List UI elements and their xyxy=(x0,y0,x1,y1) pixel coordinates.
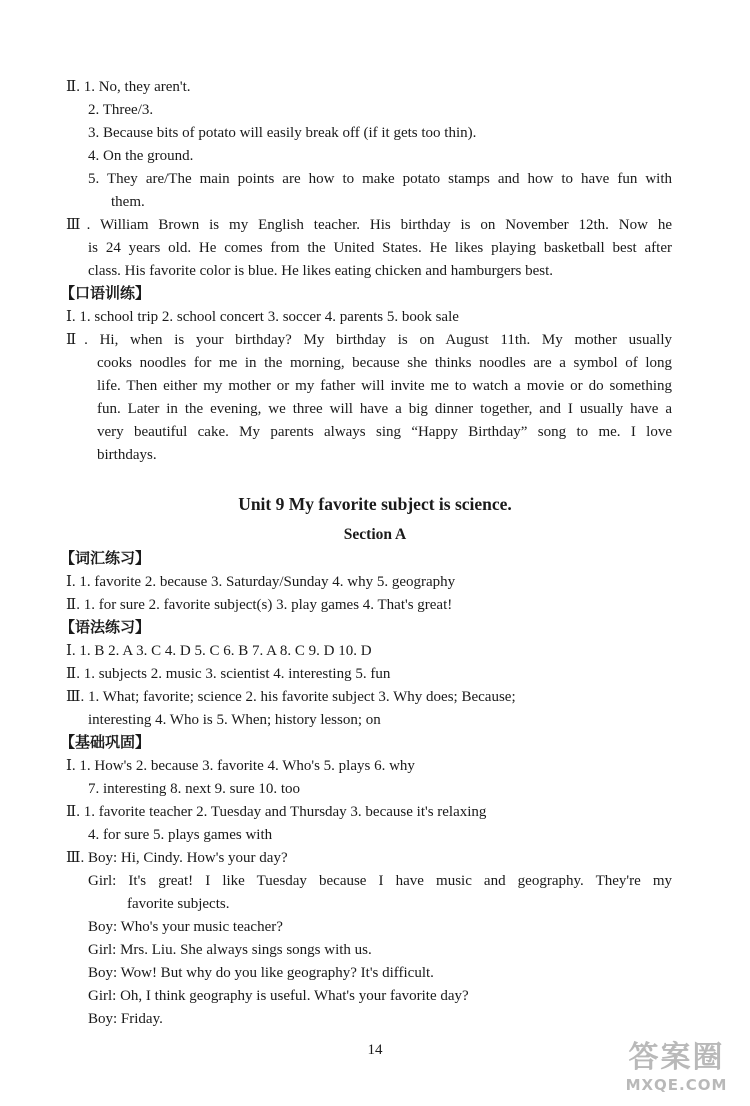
answer-line: life. Then either my mother or my father will invite me to watch a movie or do something xyxy=(97,378,672,394)
section-title: Section A xyxy=(343,526,407,543)
watermark-text: 答案圈 xyxy=(628,1040,725,1075)
unit-title: Unit 9 My favorite subject is science. xyxy=(238,494,512,514)
answer-line: Ⅱ. 1. subjects 2. music 3. scientist 4. interesting 5. fun xyxy=(66,666,391,682)
dialogue-line: Girl: It's great! I like Tuesday because I have music and geography. They're my xyxy=(88,873,672,889)
watermark-url: MXQE.COM xyxy=(625,1076,728,1094)
answer-line: them. xyxy=(111,194,145,210)
answer-line: very beautiful cake. My parents always sing “Happy Birthday” song to me. I love xyxy=(97,424,672,440)
answer-line: class. His favorite color is blue. He likes eating chicken and hamburgers best. xyxy=(88,263,554,279)
page-number: 14 xyxy=(367,1042,383,1058)
answer-line: Ⅰ. 1. school trip 2. school concert 3. soccer 4. parents 5. book sale xyxy=(66,309,459,325)
answer-line: 2. Three/3. xyxy=(88,102,154,118)
answer-line: Ⅱ. Hi, when is your birthday? My birthday is on August 11th. My mother usually xyxy=(66,332,672,348)
dialogue-line: favorite subjects. xyxy=(127,896,230,912)
answer-line: birthdays. xyxy=(97,447,157,463)
answer-line: Ⅲ. William Brown is my English teacher. His birthday is on November 12th. Now he xyxy=(66,217,672,233)
dialogue-line: Boy: Who's your music teacher? xyxy=(88,919,283,935)
section-heading: 【语法练习】 xyxy=(60,620,151,636)
dialogue-line: Girl: Mrs. Liu. She always sings songs with us. xyxy=(88,942,372,958)
dialogue-line: Girl: Oh, I think geography is useful. What's your favorite day? xyxy=(88,988,469,1004)
section-heading: 【词汇练习】 xyxy=(60,551,151,567)
answer-line: 4. On the ground. xyxy=(88,148,194,164)
answer-line: is 24 years old. He comes from the United States. He likes playing basketball best after xyxy=(88,240,672,256)
section-heading: 【口语训练】 xyxy=(60,286,151,302)
answer-line: 3. Because bits of potato will easily break off (if it gets too thin). xyxy=(88,125,477,141)
section-heading: 【基础巩固】 xyxy=(60,735,151,751)
dialogue-line: Boy: Friday. xyxy=(88,1011,163,1027)
dialogue-line: Ⅲ. Boy: Hi, Cindy. How's your day? xyxy=(66,850,288,866)
answer-line: cooks noodles for me in the morning, because she thinks noodles are a symbol of long xyxy=(97,355,672,371)
answer-line: Ⅰ. 1. B 2. A 3. C 4. D 5. C 6. B 7. A 8. C 9. D 10. D xyxy=(66,643,372,659)
watermark-logo xyxy=(609,1040,744,1102)
answer-line: 5. They are/The main points are how to make potato stamps and how to have fun with xyxy=(88,171,672,187)
answer-line: Ⅰ. 1. How's 2. because 3. favorite 4. Who's 5. plays 6. why xyxy=(66,758,415,774)
dialogue-line: Boy: Wow! But why do you like geography? It's difficult. xyxy=(88,965,434,981)
answer-line: Ⅱ. 1. for sure 2. favorite subject(s) 3. play games 4. That's great! xyxy=(66,597,453,613)
answer-line: Ⅱ. 1. favorite teacher 2. Tuesday and Thursday 3. because it's relaxing xyxy=(66,804,487,820)
answer-line: fun. Later in the evening, we three will have a big dinner together, and I usually have a xyxy=(97,401,672,417)
answer-line: interesting 4. Who is 5. When; history lesson; on xyxy=(88,712,381,728)
answer-line: Ⅱ. 1. No, they aren't. xyxy=(66,79,191,95)
answer-line: 7. interesting 8. next 9. sure 10. too xyxy=(88,781,301,797)
answer-line: 4. for sure 5. plays games with xyxy=(88,827,273,843)
answer-line: Ⅰ. 1. favorite 2. because 3. Saturday/Sunday 4. why 5. geography xyxy=(66,574,456,590)
answer-line: Ⅲ. 1. What; favorite; science 2. his favorite subject 3. Why does; Because; xyxy=(66,689,516,705)
